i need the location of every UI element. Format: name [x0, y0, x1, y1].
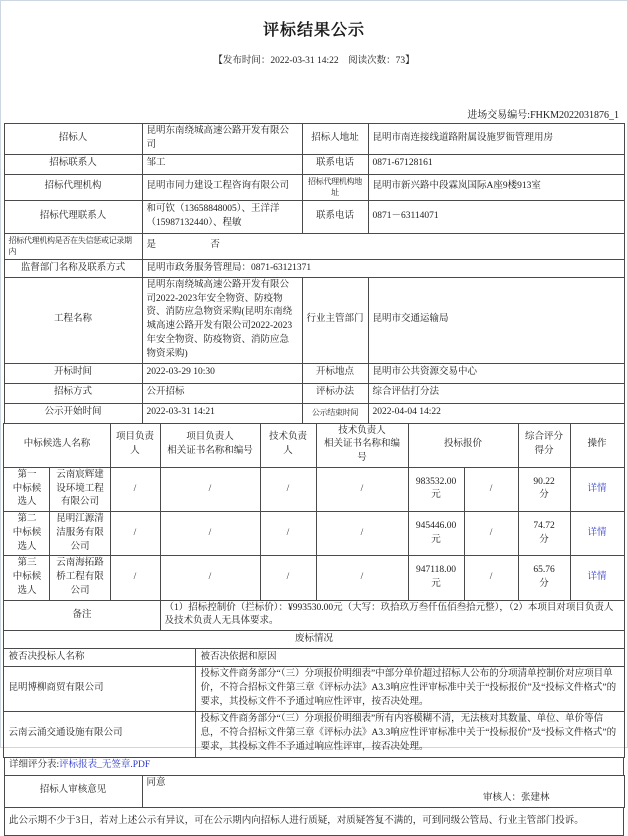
rejection-reason: 投标文件商务部分“（三）分项报价明细表”中部分单价超过招标人公布的分项清单控制价对应项目单价，不符合招标文件第三章《评标办法》A3.3响应性评审标准中关于“投标报价”及“投标文件格式”的要求，其投标文件不予通过响应性评审，按否决处理。 — [196, 667, 624, 711]
rejection-section-title: 废标情况 — [4, 631, 624, 649]
pm-value: / — [110, 512, 160, 556]
bidder-name: 昆明东南绕城高速公路开发有限公司 — [142, 124, 302, 155]
pm-header: 项目负责人 — [110, 423, 160, 467]
candidate-row — [4, 467, 624, 511]
rejection-reason: 投标文件商务部分“（三）分项报价明细表”所有内容模糊不清，无法核对其数量、单位、单价等信息，不符合招标文件第三章《评标办法》A3.3响应性评审标准中关于“投标报价”及“投标文件格式”的要求，其投标文件不予通过响应性评审，按否决处理。 — [196, 711, 624, 757]
publicity-end-label: 公示结束时间 — [302, 403, 368, 423]
tech-value: / — [260, 467, 316, 511]
rejected-company-name: 云南云涌交通设施有限公司 — [4, 711, 196, 757]
open-time-label: 开标时间 — [4, 363, 142, 383]
tech-cert-value: / — [316, 556, 408, 600]
price-extra: / — [464, 512, 518, 556]
candidate-rank: 第二 中标候选人 — [4, 512, 50, 556]
agency-address-label: 招标代理机构地址 — [302, 174, 368, 200]
footer-note: 此公示期不少于3日，若对上述公示有异议，可在公示期内向招标人进行质疑，对质疑答复不满的，可到同级公管局、行业主管部门投诉。 — [5, 808, 624, 836]
candidate-score: 65.76 分 — [518, 556, 570, 600]
score-table-row — [4, 757, 624, 776]
pm-cert-value: / — [160, 512, 260, 556]
supervisor-info: 昆明市政务服务管理局：0871-63121371 — [142, 259, 624, 277]
price-extra: / — [464, 556, 518, 600]
action-header: 操作 — [570, 423, 624, 467]
agency-label: 招标代理机构 — [4, 174, 142, 200]
tech-header: 技术负责人 — [260, 423, 316, 467]
candidate-rank: 第三 中标候选人 — [4, 556, 50, 600]
score-header: 综合评分 得分 — [518, 423, 570, 467]
candidates-table — [3, 423, 624, 632]
discredit-yes-option: 是 — [146, 240, 157, 251]
rejection-row — [4, 667, 624, 711]
tech-cert-value: / — [316, 512, 408, 556]
review-row — [4, 775, 625, 809]
bid-method-label: 招标方式 — [4, 383, 142, 403]
rejected-reason-header: 被否决依据和原因 — [196, 649, 624, 667]
agency-phone-label: 联系电话 — [302, 200, 368, 233]
bid-price: 945446.00 元 — [408, 512, 464, 556]
price-header: 投标报价 — [408, 423, 518, 467]
supervisor-label: 监督部门名称及联系方式 — [4, 259, 142, 277]
candidate-row — [4, 556, 624, 600]
pm-value: / — [110, 556, 160, 600]
pm-cert-value: / — [160, 556, 260, 600]
agency-contacts: 和可钦（13658848005）、王洋洋（15987132440）、程敏 — [142, 200, 302, 233]
contact-name: 邹工 — [142, 154, 302, 174]
detail-link[interactable]: 详情 — [587, 483, 607, 494]
industry-dept: 昆明市交通运输局 — [368, 277, 624, 363]
phone-label: 联系电话 — [302, 154, 368, 174]
eval-method-label: 评标办法 — [302, 383, 368, 403]
open-place: 昆明市公共资源交易中心 — [368, 363, 624, 383]
open-place-label: 开标地点 — [302, 363, 368, 383]
review-value: 同意 — [146, 777, 166, 788]
eval-method: 综合评估打分法 — [368, 383, 624, 403]
score-table-label: 详细评分表: — [9, 760, 60, 771]
open-time: 2022-03-29 10:30 — [142, 363, 302, 383]
candidate-score: 74.72 分 — [518, 512, 570, 556]
rejected-company-name: 昆明博柳商贸有限公司 — [4, 667, 196, 711]
discredit-options — [142, 233, 624, 259]
review-label: 招标人审核意见 — [4, 775, 142, 808]
candidate-score: 90.22 分 — [518, 467, 570, 511]
bidder-label: 招标人 — [4, 124, 142, 155]
project-name-label: 工程名称 — [4, 277, 142, 363]
remark-text: （1）招标控制价（拦标价）：¥993530.00元（大写：玖拾玖万叁仟伍佰叁拾元整），（2）本项目对项目负责人及技术负责人无具体要求。 — [160, 600, 624, 631]
discredit-label: 招标代理机构是否在失信惩戒记录期内 — [4, 233, 142, 259]
agency-contact-label: 招标代理联系人 — [4, 200, 142, 233]
publicity-end: 2022-04-04 14:22 — [368, 403, 624, 423]
publicity-start-label: 公示开始时间 — [4, 403, 142, 423]
project-name: 昆明东南绕城高速公路开发有限公司2022-2023年安全物资、防疫物资、消防应急物资采购(昆明东南绕城高速公路开发有限公司2022-2023年安全物资、防疫物资、消防应急物资采购) — [142, 277, 302, 363]
rejection-row — [4, 711, 624, 757]
trade-number: 进场交易编号:FHKM2022031876_1 — [467, 110, 619, 121]
bidder-address: 昆明市南连接线道路附属设施罗衙管理用房 — [368, 124, 624, 155]
score-table-link[interactable]: 评标报表_无签章.PDF — [59, 760, 151, 771]
tech-value: / — [260, 556, 316, 600]
bid-method: 公开招标 — [142, 383, 302, 403]
remark-label: 备注 — [4, 600, 160, 631]
candidate-company: 云南海拓路桥工程有限公司 — [50, 556, 110, 600]
candidate-row — [4, 512, 624, 556]
pm-cert-header: 项目负责人 相关证书名称和编号 — [160, 423, 260, 467]
candidate-company: 云南宸辉建设环境工程有限公司 — [50, 467, 110, 511]
price-extra: / — [464, 467, 518, 511]
rejection-table — [3, 630, 624, 757]
agency-phone: 0871－63114071 — [368, 200, 624, 233]
detail-link[interactable]: 详情 — [587, 527, 607, 538]
phone-number: 0871-67128161 — [368, 154, 624, 174]
candidate-company: 昆明江源清洁服务有限公司 — [50, 512, 110, 556]
bidder-address-label: 招标人地址 — [302, 124, 368, 155]
page-title: 评标结果公示 — [262, 22, 365, 39]
tech-cert-value: / — [316, 467, 408, 511]
reviewer-name: 审核人：张建林 — [482, 793, 550, 804]
publish-meta: 【发布时间：2022-03-31 14:22 阅读次数：73】 — [213, 56, 415, 66]
bid-price: 947118.00 元 — [408, 556, 464, 600]
pm-value: / — [110, 467, 160, 511]
agency-name: 昆明市同力建设工程咨询有限公司 — [142, 174, 302, 200]
candidate-rank: 第一 中标候选人 — [4, 467, 50, 511]
footer-table — [4, 807, 624, 836]
publicity-start: 2022-03-31 14:21 — [142, 403, 302, 423]
contact-label: 招标联系人 — [4, 154, 142, 174]
candidate-name-header: 中标候选人名称 — [4, 423, 110, 467]
pm-cert-value: / — [160, 467, 260, 511]
industry-dept-label: 行业主管部门 — [302, 277, 368, 363]
rejected-name-header: 被否决投标人名称 — [4, 649, 196, 667]
tech-cert-header: 技术负责人 相关证书名称和编号 — [316, 423, 408, 467]
info-table — [4, 123, 625, 424]
detail-link[interactable]: 详情 — [587, 572, 607, 583]
bid-price: 983532.00 元 — [408, 467, 464, 511]
agency-address: 昆明市新兴路中段霖岚国际A座9楼913室 — [368, 174, 624, 200]
discredit-no-option: 否 — [210, 240, 220, 251]
tech-value: / — [260, 512, 316, 556]
